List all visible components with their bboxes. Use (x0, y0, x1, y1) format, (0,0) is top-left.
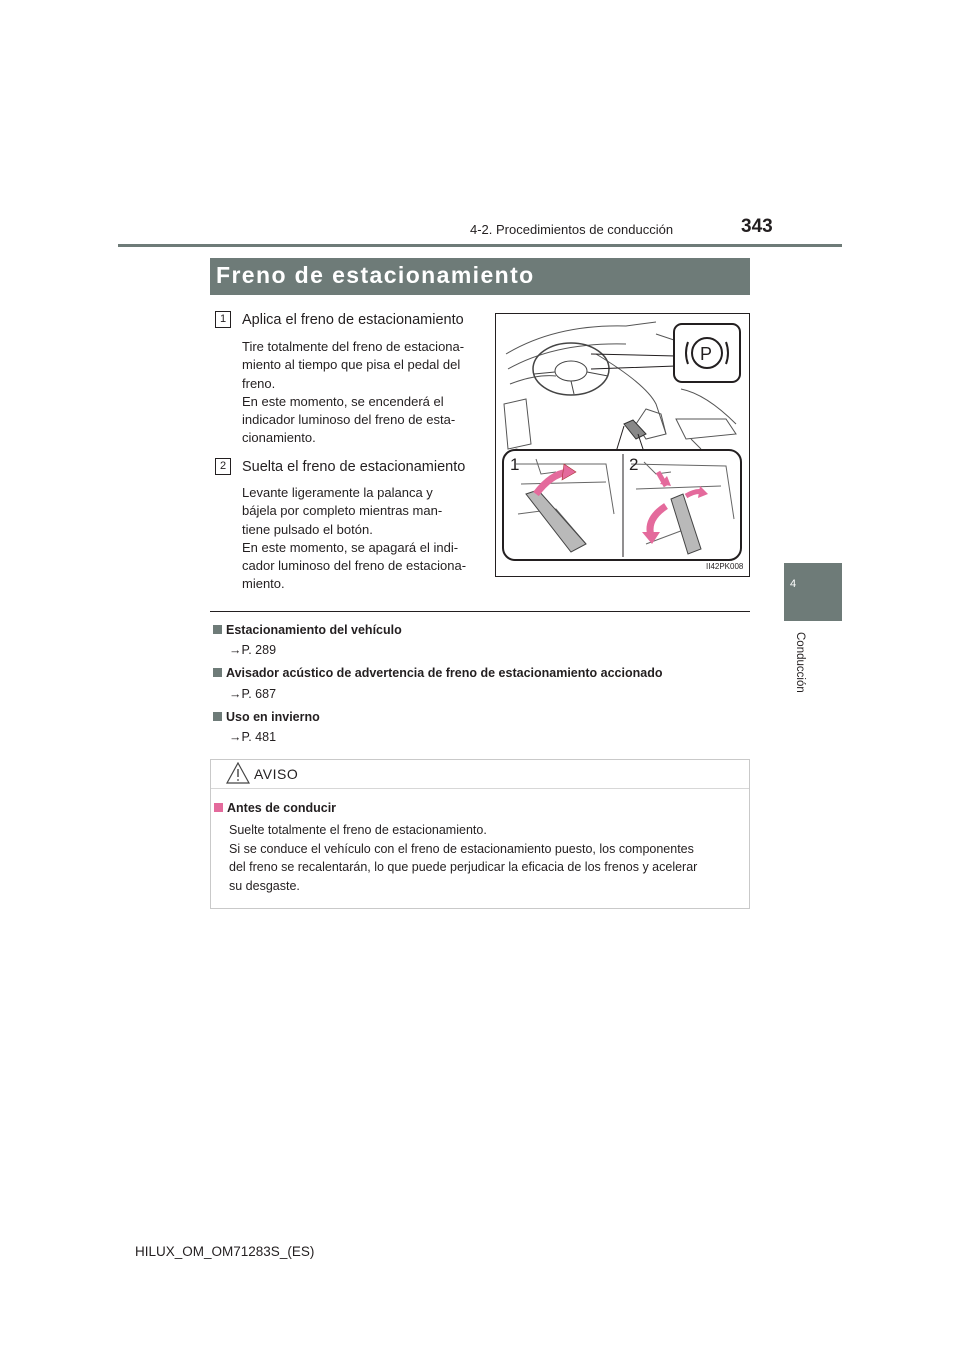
note-2-ref (229, 687, 276, 701)
chapter-tab-label: Conducción (794, 632, 806, 693)
step-2-number: 2 (215, 458, 231, 475)
note-1-ref (229, 643, 276, 657)
callout-2: 2 (629, 455, 639, 474)
chapter-tab (784, 563, 842, 621)
warning-subtitle-text: Antes de conducir (227, 801, 337, 815)
arrow-right-icon: → (229, 687, 242, 701)
warning-subtitle (214, 801, 336, 815)
step-2-line: tiene pulsado el botón. (242, 521, 373, 537)
arrow-right-icon: → (229, 730, 242, 744)
footer-document-id: HILUX_OM_OM71283S_(ES) (135, 1244, 315, 1259)
page-number: 343 (741, 216, 773, 237)
warning-line: Suelte totalmente el freno de estacionamiento. (229, 823, 487, 837)
step-1-line: indicador luminoso del freno de esta- (242, 412, 456, 428)
warning-line: Si se conduce el vehículo con el freno de estacionamiento puesto, los componentes (229, 841, 694, 856)
illustration-drawing (496, 314, 749, 576)
warning-body (229, 821, 744, 895)
bullet-square-icon (214, 803, 223, 812)
step-1-body (242, 338, 478, 448)
callout-1: 1 (510, 455, 520, 474)
step-2-title: Suelta el freno de estacionamiento (242, 459, 466, 475)
indicator-symbol: P (700, 344, 713, 364)
section-label: 4-2. Procedimientos de conducción (470, 222, 674, 237)
step-2-body (242, 484, 478, 594)
step-1-line: En este momento, se encenderá el (242, 393, 444, 409)
figure-code: II42PK008 (706, 562, 744, 571)
note-1-title (213, 623, 402, 637)
note-1-ref-text[interactable]: P. 289 (241, 643, 277, 657)
arrow-right-icon: → (229, 643, 242, 657)
bullet-square-icon (213, 712, 222, 721)
step-2-line: miento. (242, 576, 285, 592)
note-3-title-text: Uso en invierno (226, 710, 320, 724)
step-2-line: En este momento, se apagará el indi- (242, 539, 459, 555)
warning-label: AVISO (254, 766, 299, 782)
step-1-title: Aplica el freno de estacionamiento (242, 312, 464, 328)
bullet-square-icon (213, 625, 222, 634)
chapter-tab-number: 4 (790, 578, 797, 590)
step-1-line: freno. (242, 375, 276, 391)
section-divider (210, 611, 750, 612)
note-3-title (213, 710, 320, 724)
note-3-ref-text[interactable]: P. 481 (241, 730, 277, 744)
warning-triangle-icon (226, 762, 250, 784)
step-1-line: miento al tiempo que pisa el pedal del (242, 357, 461, 373)
step-2-line: Levante ligeramente la palanca y (242, 485, 433, 500)
step-1-line: cionamiento. (242, 430, 316, 446)
step-2-line: bájela por completo mientras man- (242, 503, 443, 519)
header-rule (118, 244, 842, 247)
parking-brake-illustration (495, 313, 750, 577)
warning-line: su desgaste. (229, 878, 300, 893)
note-2-title-text: Avisador acústico de advertencia de freno de estacionamiento accionado (226, 666, 663, 680)
step-2-line: cador luminoso del freno de estaciona- (242, 558, 467, 574)
page-title: Freno de estacionamiento (216, 262, 535, 288)
warning-line: del freno se recalentarán, lo que puede perjudicar la eficacia de los frenos y acelerar (229, 860, 698, 874)
note-2-ref-text[interactable]: P. 687 (241, 687, 277, 701)
step-1-number: 1 (215, 311, 231, 328)
warning-header-rule (211, 788, 749, 789)
note-1-title-text: Estacionamiento del vehículo (226, 623, 402, 637)
step-1-line: Tire totalmente del freno de estaciona- (242, 339, 465, 354)
bullet-square-icon (213, 668, 222, 677)
note-3-ref (229, 730, 276, 744)
note-2-title (213, 666, 662, 680)
